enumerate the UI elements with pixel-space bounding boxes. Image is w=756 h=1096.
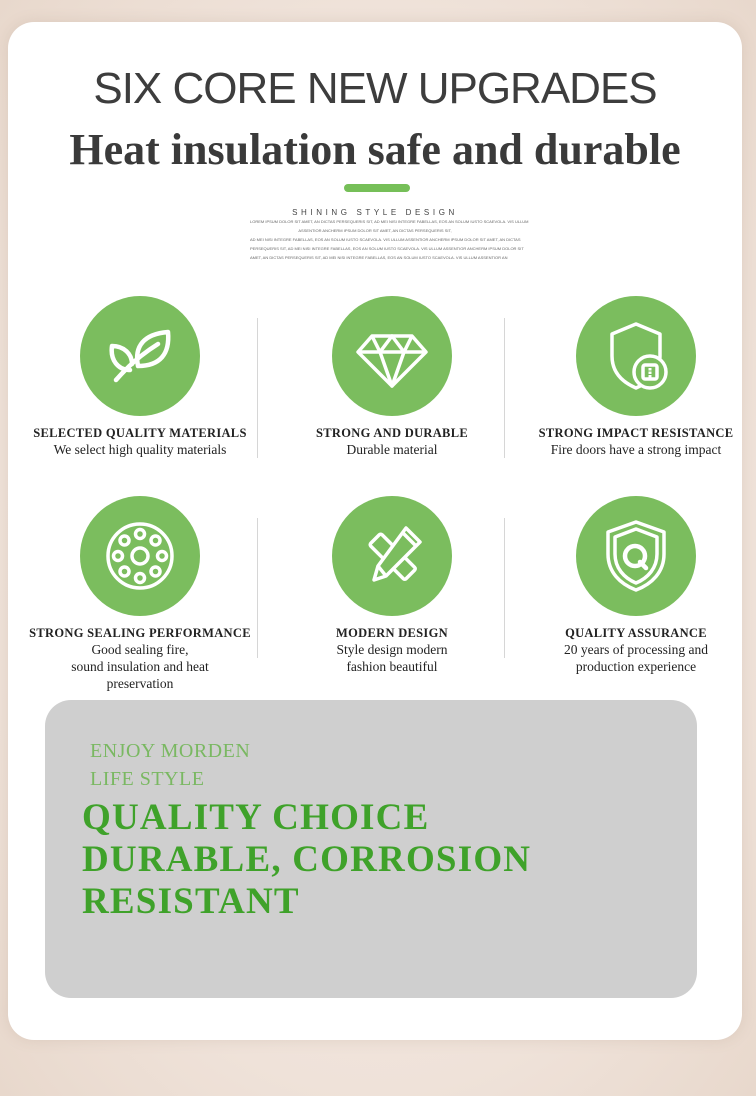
divider bbox=[257, 518, 258, 658]
mini-line: LOREM IPSUM DOLOR SIT AMET, AN DICTAS PERSEQUERIS SIT, AD MEI NISI INTEGRE FABELLAS, EOS AN SOLUM IUSTO SCAEVOLA. VIS ULLUM bbox=[250, 219, 529, 224]
quality-shield-icon bbox=[594, 514, 678, 598]
page-subtitle: Heat insulation safe and durable bbox=[69, 125, 681, 174]
feature-icon-circle bbox=[332, 496, 452, 616]
mini-line: PERSEQUERIS SIT, AD MEI NISI INTEGRE FABELLAS, EOS AN SOLUM IUSTO SCAEVOLA. VIS ULLUM ASSENTIOR ANCHERM IPSUM DOLOR SIT bbox=[250, 246, 524, 251]
pencil-ruler-icon bbox=[350, 514, 434, 598]
divider bbox=[257, 318, 258, 458]
promo-headline: RESISTANT bbox=[82, 881, 300, 922]
feature-title: STRONG SEALING PERFORMANCE bbox=[29, 626, 251, 640]
mini-text-block bbox=[250, 208, 529, 262]
feature-title: STRONG AND DURABLE bbox=[316, 426, 468, 440]
feature-desc: Fire doors have a strong impact bbox=[550, 442, 722, 457]
feature-icon-circle bbox=[80, 496, 200, 616]
mini-line: AD MEI NISI INTEGRE FABELLAS, EOS AN SOLUM IUSTO SCAEVOLA. VIS ULLUM ASSENTIOR ANCHERM IPSUM DOLOR SIT AMET, AN DICTAS bbox=[250, 237, 521, 242]
diamond-icon bbox=[350, 314, 434, 398]
promo-headline: DURABLE, CORROSION bbox=[82, 839, 532, 880]
feature-desc: production experience bbox=[575, 659, 697, 674]
feature-icon-circle bbox=[576, 296, 696, 416]
feature-title: MODERN DESIGN bbox=[336, 626, 448, 640]
feature-title: STRONG IMPACT RESISTANCE bbox=[538, 426, 734, 440]
feature-strong-durable bbox=[272, 296, 512, 458]
feature-desc: sound insulation and heat bbox=[71, 659, 209, 674]
mini-title: SHINING STYLE DESIGN bbox=[292, 208, 458, 217]
feature-desc: Style design modern bbox=[336, 642, 448, 657]
promo-headline: QUALITY CHOICE bbox=[82, 797, 430, 838]
feature-icon-circle bbox=[80, 296, 200, 416]
feature-desc: preservation bbox=[106, 676, 174, 691]
divider bbox=[504, 518, 505, 658]
feature-modern-design bbox=[272, 496, 512, 675]
feature-desc: Durable material bbox=[346, 442, 438, 457]
feature-quality-materials bbox=[20, 296, 260, 458]
accent-divider bbox=[344, 184, 410, 192]
leaf-icon bbox=[98, 314, 182, 398]
feature-desc: We select high quality materials bbox=[53, 442, 227, 457]
feature-icon-circle bbox=[332, 296, 452, 416]
feature-impact-resistance bbox=[516, 296, 756, 458]
feature-title: SELECTED QUALITY MATERIALS bbox=[33, 426, 247, 440]
seal-disc-icon bbox=[98, 514, 182, 598]
shield-icon bbox=[594, 314, 678, 398]
feature-desc: 20 years of processing and bbox=[564, 642, 708, 657]
mini-line: AMET, AN DICTAS PERSEQUERIS SIT, AD MEI NISI INTEGRE FABELLAS, EOS AN SOLUM IUSTO SCAEVOLA. VIS ULLUM ASSENTIOR AN bbox=[250, 255, 508, 260]
page-title: SIX CORE NEW UPGRADES bbox=[93, 64, 657, 113]
promo-small-line: ENJOY MORDEN bbox=[90, 740, 251, 762]
feature-title: QUALITY ASSURANCE bbox=[565, 626, 707, 640]
feature-sealing-performance bbox=[20, 496, 260, 692]
mini-line: ASSENTIOR ANCHERM IPSUM DOLOR SIT AMET, AN DICTAS PERSEQUERIS SIT, bbox=[298, 228, 452, 233]
divider bbox=[504, 318, 505, 458]
feature-desc: Good sealing fire, bbox=[91, 642, 189, 657]
feature-quality-assurance bbox=[516, 496, 756, 675]
promo-small-line: LIFE STYLE bbox=[90, 768, 205, 790]
feature-desc: fashion beautiful bbox=[346, 659, 438, 674]
feature-icon-circle bbox=[576, 496, 696, 616]
